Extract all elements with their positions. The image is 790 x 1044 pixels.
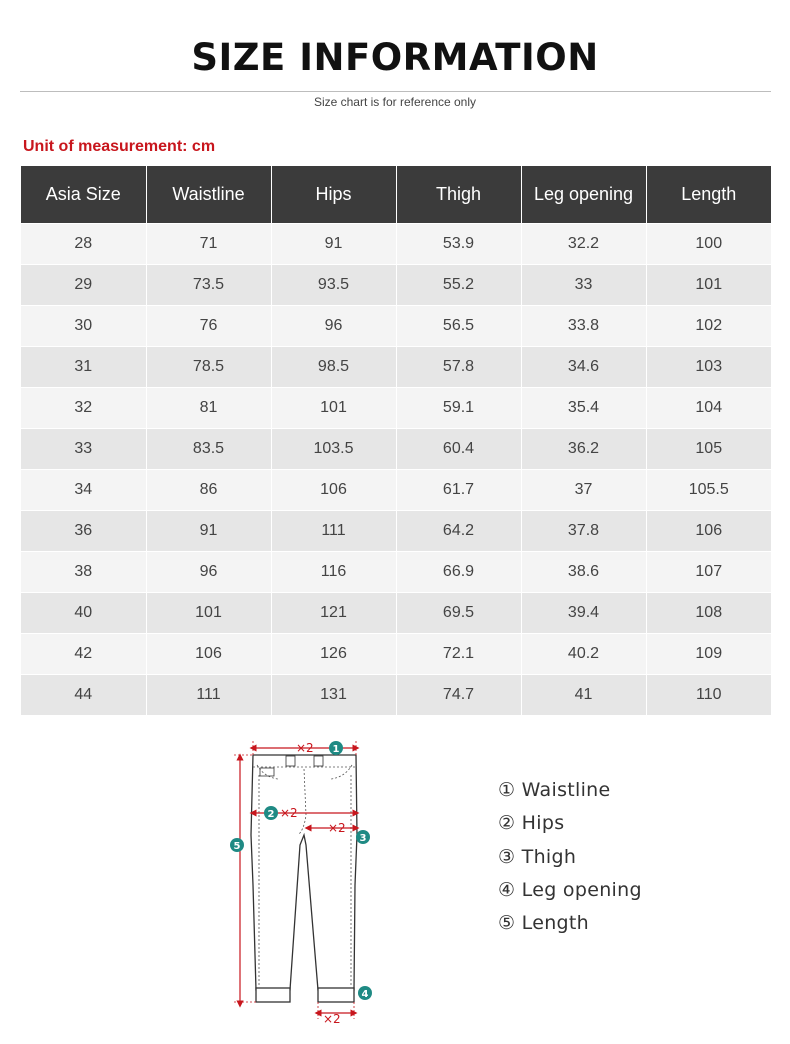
table-cell: 42 — [21, 634, 146, 675]
legend-item-leg-opening: ④ Leg opening — [498, 878, 642, 901]
column-header: Hips — [271, 166, 396, 224]
marker-2-icon — [264, 806, 278, 820]
table-cell: 33 — [521, 265, 646, 306]
table-cell: 108 — [646, 593, 771, 634]
table-cell: 86 — [146, 470, 271, 511]
table-row — [21, 675, 771, 716]
table-cell: 106 — [646, 511, 771, 552]
table-cell: 37 — [521, 470, 646, 511]
table-row — [21, 634, 771, 675]
table-cell: 33 — [21, 429, 146, 470]
table-cell: 103 — [646, 347, 771, 388]
marker-1-icon — [329, 741, 343, 755]
table-cell: 110 — [646, 675, 771, 716]
table-cell: 98.5 — [271, 347, 396, 388]
table-cell: 131 — [271, 675, 396, 716]
table-cell: 60.4 — [396, 429, 521, 470]
column-header: Waistline — [146, 166, 271, 224]
table-cell: 59.1 — [396, 388, 521, 429]
table-row — [21, 265, 771, 306]
column-header: Length — [646, 166, 771, 224]
table-cell: 126 — [271, 634, 396, 675]
subtitle: Size chart is for reference only — [313, 95, 477, 109]
table-cell: 73.5 — [146, 265, 271, 306]
table-cell: 116 — [271, 552, 396, 593]
svg-text:2: 2 — [267, 809, 275, 820]
table-cell: 109 — [646, 634, 771, 675]
table-cell: 38 — [21, 552, 146, 593]
table-cell: 83.5 — [146, 429, 271, 470]
table-cell: 74.7 — [396, 675, 521, 716]
table-row — [21, 388, 771, 429]
table-cell: 103.5 — [271, 429, 396, 470]
table-cell: 105 — [646, 429, 771, 470]
table-cell: 40.2 — [521, 634, 646, 675]
table-cell: 81 — [146, 388, 271, 429]
table-cell: 101 — [271, 388, 396, 429]
legend-item-length: ⑤ Length — [498, 912, 590, 935]
table-cell: 37.8 — [521, 511, 646, 552]
table-cell: 101 — [646, 265, 771, 306]
table-cell: 76 — [146, 306, 271, 347]
table-cell: 32.2 — [521, 224, 646, 265]
page-title: SIZE INFORMATION — [191, 36, 599, 79]
table-row — [21, 306, 771, 347]
table-cell: 40 — [21, 593, 146, 634]
table-cell: 61.7 — [396, 470, 521, 511]
table-cell: 96 — [271, 306, 396, 347]
legend-item-hips: ② Hips — [498, 812, 565, 835]
marker-3-icon — [356, 830, 370, 844]
multiplier-label: ×2 — [296, 741, 314, 755]
table-cell: 106 — [146, 634, 271, 675]
table-cell: 107 — [646, 552, 771, 593]
table-cell: 93.5 — [271, 265, 396, 306]
table-cell: 32 — [21, 388, 146, 429]
table-cell: 106 — [271, 470, 396, 511]
table-cell: 100 — [646, 224, 771, 265]
table-cell: 44 — [21, 675, 146, 716]
measurement-legend — [498, 778, 642, 944]
svg-text:4: 4 — [361, 989, 369, 1000]
table-cell: 91 — [146, 511, 271, 552]
table-row — [21, 347, 771, 388]
table-row — [21, 470, 771, 511]
table-cell: 38.6 — [521, 552, 646, 593]
unit-note: Unit of measurement: cm — [23, 138, 216, 155]
table-cell: 56.5 — [396, 306, 521, 347]
table-cell: 111 — [146, 675, 271, 716]
table-cell: 33.8 — [521, 306, 646, 347]
marker-5-icon — [230, 838, 244, 852]
table-cell: 36 — [21, 511, 146, 552]
table-cell: 34.6 — [521, 347, 646, 388]
table-cell: 66.9 — [396, 552, 521, 593]
column-header: Leg opening — [521, 166, 646, 224]
table-cell: 91 — [271, 224, 396, 265]
pants-diagram — [220, 735, 385, 1030]
table-cell: 31 — [21, 347, 146, 388]
table-row — [21, 224, 771, 265]
table-cell: 111 — [271, 511, 396, 552]
table-cell: 30 — [21, 306, 146, 347]
table-cell: 53.9 — [396, 224, 521, 265]
legend-item-waistline: ① Waistline — [498, 779, 611, 801]
marker-4-icon — [358, 986, 372, 1000]
table-cell: 72.1 — [396, 634, 521, 675]
svg-text:5: 5 — [233, 841, 241, 852]
table-cell: 29 — [21, 265, 146, 306]
table-cell: 28 — [21, 224, 146, 265]
title-divider — [20, 91, 771, 92]
svg-text:1: 1 — [332, 744, 340, 755]
table-cell: 96 — [146, 552, 271, 593]
table-row — [21, 552, 771, 593]
table-cell: 34 — [21, 470, 146, 511]
pants-outline — [251, 755, 357, 1002]
table-body — [21, 224, 771, 716]
table-cell: 35.4 — [521, 388, 646, 429]
table-cell: 105.5 — [646, 470, 771, 511]
table-row — [21, 511, 771, 552]
multiplier-label: ×2 — [328, 821, 346, 835]
table-row — [21, 429, 771, 470]
legend-item-thigh: ③ Thigh — [498, 845, 577, 868]
table-cell: 57.8 — [396, 347, 521, 388]
table-cell: 78.5 — [146, 347, 271, 388]
table-cell: 41 — [521, 675, 646, 716]
svg-text:3: 3 — [359, 833, 367, 844]
table-cell: 36.2 — [521, 429, 646, 470]
column-header: Thigh — [396, 166, 521, 224]
table-cell: 71 — [146, 224, 271, 265]
table-cell: 55.2 — [396, 265, 521, 306]
column-header: Asia Size — [21, 166, 146, 224]
size-table — [21, 166, 771, 715]
table-cell: 69.5 — [396, 593, 521, 634]
multiplier-label: ×2 — [323, 1012, 341, 1026]
table-cell: 64.2 — [396, 511, 521, 552]
multiplier-label: ×2 — [280, 806, 298, 820]
table-row — [21, 593, 771, 634]
table-cell: 121 — [271, 593, 396, 634]
table-cell: 101 — [146, 593, 271, 634]
table-cell: 104 — [646, 388, 771, 429]
table-header-row — [21, 166, 771, 224]
table-cell: 39.4 — [521, 593, 646, 634]
table-cell: 102 — [646, 306, 771, 347]
